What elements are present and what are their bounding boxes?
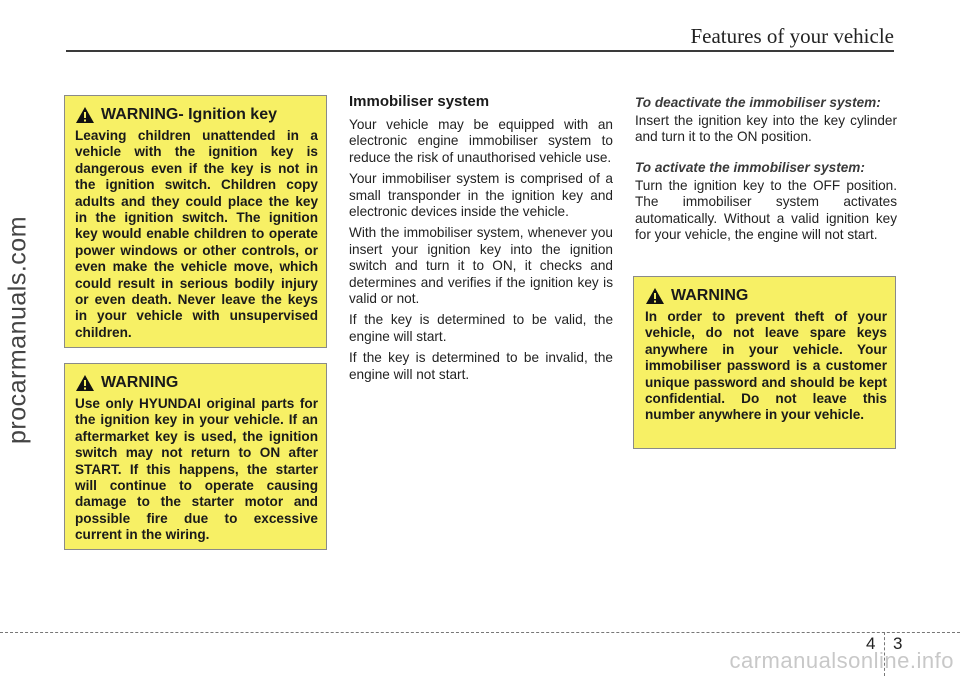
warning-body: In order to prevent theft of your vehicle, do not leave spare keys anywhere in your vehicle. Your immobiliser password is a customer unique password and should be kept confidential. Do not leave this number anywhere in your vehicle.	[645, 309, 887, 423]
warning-title: WARNING	[101, 374, 179, 391]
deactivate-text: Insert the ignition key into the key cylinder and turn it to the ON position.	[635, 113, 897, 145]
side-watermark-text: procarmanuals.com	[3, 215, 32, 445]
immobiliser-instructions	[635, 95, 897, 248]
chapter-number: 4	[866, 634, 876, 653]
warning-triangle-icon	[645, 287, 665, 305]
side-watermark	[0, 130, 48, 530]
footer-divider	[0, 632, 960, 633]
immobiliser-paragraph: If the key is determined to be invalid, the engine will not start.	[349, 350, 613, 382]
activate-heading: To activate the immobiliser system:	[635, 159, 865, 175]
immobiliser-paragraph: With the immobiliser system, whenever you insert your ignition key into the ignition switch and turn it to ON, it checks and determines and verifies if the ignition key is valid or not.	[349, 225, 613, 307]
warning-body: Leaving children unattended in a vehicle with the ignition key is dangerous even if the key is not in the ignition switch. Children copy adults and they could place the key in the ignition switch. The ignition key would enable children to operate power windows or other controls, or even make the vehicle move, which could result in serious bodily injury or even death. Never leave the keys in your vehicle with unsupervised children.	[75, 128, 318, 340]
header-divider	[66, 50, 894, 52]
deactivate-heading: To deactivate the immobiliser system:	[635, 95, 881, 110]
immobiliser-section	[349, 93, 613, 388]
page-number: 3	[893, 634, 903, 653]
warning-heading	[75, 106, 318, 124]
warning-body: Use only HYUNDAI original parts for the ignition key in your vehicle. If an aftermarket key is used, the ignition switch may not return to ON after START. If this happens, the starter will continue to operate causing damage to the starter motor and possible fire due to excessive current in the wiring.	[75, 396, 318, 543]
warning-title: WARNING	[101, 106, 179, 123]
immobiliser-paragraph: Your vehicle may be equipped with an electronic engine immobiliser system to reduce the risk of unauthorised vehicle use.	[349, 117, 613, 165]
warning-triangle-icon	[75, 106, 95, 124]
warning-box-theft	[633, 276, 896, 449]
warning-heading	[645, 287, 887, 305]
footer-watermark: carmanualsonline.info	[729, 648, 954, 673]
activate-text: Turn the ignition key to the OFF position. The immobiliser system activates automatically. Without a valid ignition key for your vehicle, the engine will not start.	[635, 177, 897, 243]
warning-box-original-parts	[64, 363, 327, 550]
section-header-title: Features of your vehicle	[690, 24, 894, 48]
immobiliser-paragraph: Your immobiliser system is comprised of a small transponder in the ignition key and electronic devices inside the vehicle.	[349, 171, 613, 220]
warning-subtitle: - Ignition key	[178, 106, 277, 123]
immobiliser-title: Immobiliser system	[349, 93, 490, 110]
immobiliser-paragraph: If the key is determined to be valid, the engine will start.	[349, 312, 613, 344]
warning-box-ignition-key	[64, 95, 327, 348]
warning-heading	[75, 374, 318, 392]
warning-title: WARNING	[671, 287, 749, 304]
warning-triangle-icon	[75, 374, 95, 392]
